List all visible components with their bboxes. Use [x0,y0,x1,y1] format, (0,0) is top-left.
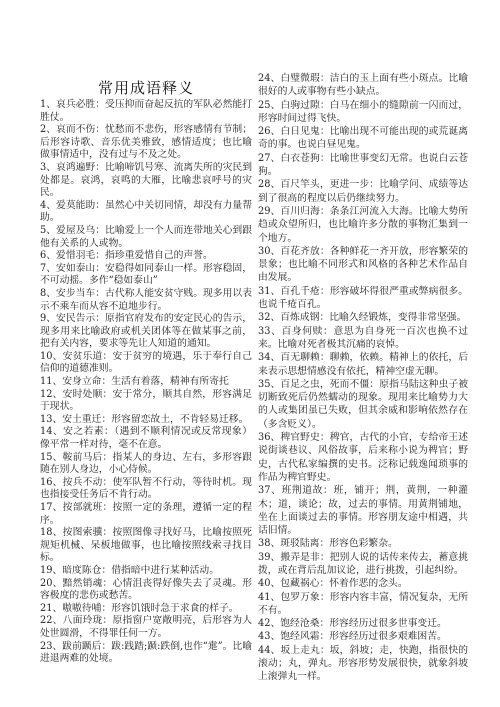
idiom-entry: 29、百川归海：条条江河流入大海。比喻大势所趋或众望所归，也比喻许多分散的事物汇集到一个地方。 [258,205,468,244]
idiom-entry: 38、斑驳陆离：形容色彩繁杂。 [258,538,398,550]
idiom-entry: 18、按图索骥：按照图像寻找好马，比喻按照死规矩机械、呆板地做事，也比喻按照线索寻找目标。 [40,527,252,564]
idiom-entry: 6、爱惜羽毛：指珍重爱惜自己的声誉。 [40,250,213,262]
idiom-entry: 21、嗷嗷待哺：形容饥饿时急于求食的样子。 [40,602,239,614]
idiom-entry: 42、饱经沧桑：形容经历过很多世事变迁。 [258,618,447,630]
left-column [40,99,252,666]
idiom-entry: 23、跋前踬后：跋:践踏;踬:跌倒,也作“疐”。比喻进退两难的处境。 [40,640,252,665]
idiom-entry: 40、包藏祸心：怀着作恶的念头。 [258,578,408,590]
idiom-entry: 22、八面玲珑：原指窗户宽敞明亮，后形容为人处世圆滑，不得罪任何一方。 [40,615,252,639]
idiom-entry: 39、搬弄是非：把别人说的话传来传去，蓄意挑拨，或在背后乱加议论，进行挑拨，引起纠纷。 [258,551,468,576]
idiom-entry: 43、饱经风霜：形容经历过很多艰难困苦。 [258,631,447,643]
idiom-entry: 13、安土重迁：形容留恋故土，不肯轻易迁移。 [40,413,249,425]
idiom-entry: 36、稗官野史：稗官，古代的小官，专给帝王述说街谈巷议、风俗故事，后来称小说为稗官；野史，古代私家编撰的史书。泛称记载逸闻琐事的作品为稗官野史。 [258,432,468,483]
idiom-entry: 27、白衣苍狗：比喻世事变幻无常。也说白云苍狗。 [258,152,468,178]
idiom-entry: 33、百身何赎：意思为自身死一百次也换不过来。比喻对死者极其沉痛的哀悼。 [258,325,468,350]
idiom-entry: 5、爱屋及乌：比喻爱上一个人而连带地关心到跟他有关系的人或物。 [40,224,252,249]
idiom-entry: 10、安贫乐道：安于贫穷的境遇，乐于奉行自己信仰的道德准则。 [40,350,252,375]
idiom-entry: 35、百足之虫，死而不僵：原指马陆这种虫子被切断致死后仍然蠕动的现象。现用来比喻势力大的人或集团虽已失败，但其余威和影响依然存在（多含贬义）。 [258,378,468,430]
idiom-entry: 41、包罗万象：形容内容丰富，情况复杂，无所不有。 [258,591,468,616]
idiom-entry: 37、班荆道故：班，铺开；荆，黄荆，一种灌木；道，谈论；故，过去的事情。用黄荆铺地，坐在上面谈过去的事情。形容朋友途中相遇，共话旧情。 [258,485,468,537]
idiom-entry: 16、按兵不动：使军队暂不行动，等待时机。现也指接受任务后不肯行动。 [40,476,252,501]
idiom-entry: 1、哀兵必胜：受压抑而奋起反抗的军队必然能打胜仗。 [40,99,252,123]
idiom-entry: 30、百花齐放：各种鲜花一齐开放，形容繁荣的景象；也比喻不同形式和风格的各种艺术作品自由发展。 [258,245,468,284]
idiom-entry: 15、鞍前马后：指某人的身边、左右，多形容跟随在别人身边，小心侍候。 [40,451,252,476]
idiom-entry: 44、坂上走丸：坂，斜坡；走，快跑，指很快的滚动；丸，弹丸。形容形势发展很快，就象斜坡上滚弹丸一样。 [258,644,468,683]
page-title: 常用成语释义 [97,79,194,97]
idiom-entry: 24、白璧微瑕：洁白的玉上面有些小斑点。比喻很好的人或事物有些小缺点。 [258,73,468,98]
idiom-entry: 8、安步当车：古代称人能安贫守贱。现多用以表示不乘车而从容不迫地步行。 [40,287,252,312]
idiom-entry: 19、暗度陈仓：借指暗中进行某种活动。 [40,564,220,576]
idiom-entry: 7、安如泰山：安稳得如同泰山一样。形容稳固，不可动摇。多作“稳如泰山” [40,262,252,287]
idiom-entry: 32、百炼成钢：比喻久经锻炼，变得非常坚强。 [258,312,467,324]
idiom-entry: 14、安之若素：（遇到不顺利情况或反常现象）像平常一样对待，毫不在意。 [40,426,252,451]
idiom-entry: 12、安时处顺：安于常分，顺其自然，形容满足于现状。 [40,388,252,413]
idiom-entry: 26、白日见鬼：比喻出现不可能出现的或荒诞离奇的事。也说白昼见鬼。 [258,126,468,151]
idiom-entry: 2、哀而不伤：忧愁而不悲伤，形容感情有节制；后形容诗歌、音乐优美雅致，感情适度；也比喻做事情适中，没有过与不及之处。 [40,124,252,161]
idiom-entry: 3、哀鸿遍野：比喻啼饥号寒、流离失所的灾民到处都是。哀鸿，哀鸣的大雁，比喻悲哀呼号的灾民。 [40,161,252,199]
right-column [258,72,468,684]
idiom-entry: 11、安身立命：生活有着落，精神有所寄托 [40,376,229,388]
idiom-entry: 28、百尺竿头，更进一步：比喻学问、成绩等达到了很高的程度以后仍继续努力。 [258,179,468,204]
idiom-entry: 9、安民告示：原指官府发布的安定民心的告示，现多用来比喻政府或机关团体等在做某事之前，把有关内容，要求等先让人知道的通知。 [40,313,252,350]
idiom-entry: 31、百孔千疮：形容破坏得很严重或弊病很多。也说千疮百孔。 [258,285,468,311]
idiom-entry: 25、白驹过隙：白马在细小的缝隙前一闪而过，形容时间过得飞快。 [258,99,468,124]
idiom-entry: 34、百无聊赖：聊赖，依赖。精神上的依托，后来表示思想情感没有依托，精神空虚无聊。 [258,352,468,377]
idiom-entry: 17、按部就班：按照一定的条理，遵循一定的程序。 [40,502,252,526]
idiom-entry: 20、黯然销魂：心情沮丧得好像失去了灵魂。形容极度的悲伤或愁苦。 [40,577,252,602]
idiom-entry: 4、爱莫能助：虽然心中关切同情，却没有力量帮助。 [40,199,252,224]
